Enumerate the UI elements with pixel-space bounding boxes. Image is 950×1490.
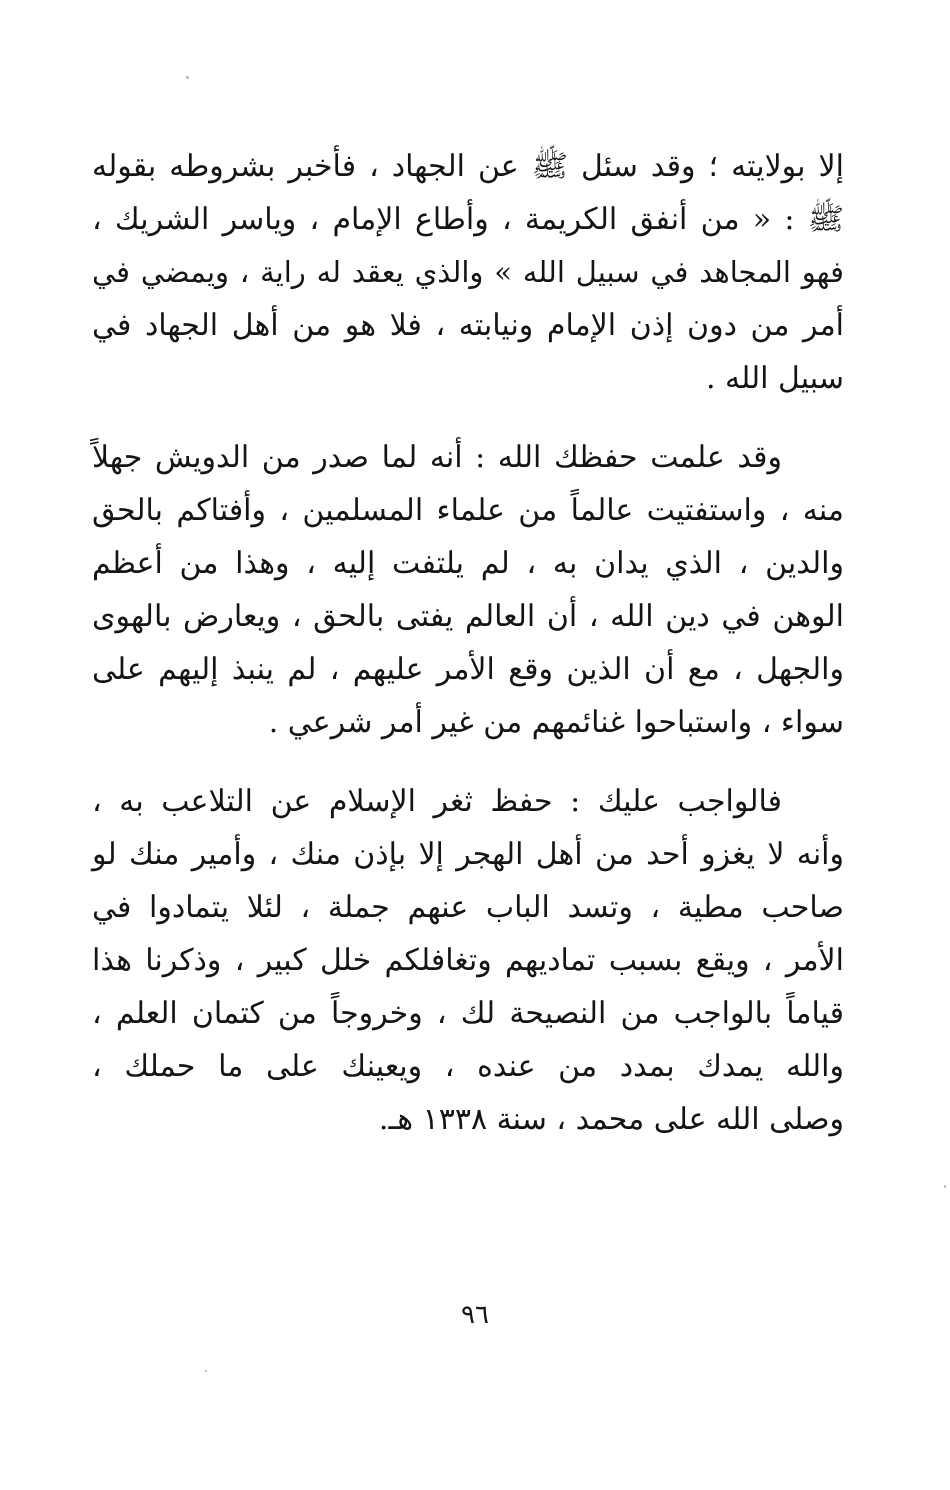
- text-line: سبيل الله .: [705, 361, 844, 396]
- text-line: إلا بولايته ؛ وقد سئل ﷺ عن الجهاد ، فأخبر بشروطه بقوله: [92, 149, 844, 184]
- text-line: ﷺ : « من أنفق الكريمة ، وأطاع الإمام ، وياسر الشريك ،: [92, 202, 844, 237]
- text-line: أمر من دون إذن الإمام ونيابته ، فلا هو من أهل الجهاد في: [92, 308, 844, 343]
- text-line: الوهن في دين الله ، أن العالم يفتى بالحق ، ويعارض بالهوى: [92, 599, 844, 634]
- text-line: وصلى الله على محمد ، سنة ١٣٣٨ هـ.: [378, 1102, 844, 1137]
- text-line: والله يمدك بمدد من عنده ، ويعينك على ما حملك ،: [92, 1049, 844, 1084]
- text-line: وقد علمت حفظك الله : أنه لما صدر من الدويش جهلاً: [92, 440, 782, 475]
- text-line: فالواجب عليك : حفظ ثغر الإسلام عن التلاعب به ،: [92, 784, 782, 819]
- page-number: ٩٦: [461, 1300, 489, 1330]
- text-line: والجهل ، مع أن الذين وقع الأمر عليهم ، لم ينبذ إليهم على: [92, 652, 844, 687]
- text-line: الأمر ، ويقع بسبب تماديهم وتغافلكم خلل كبير ، وذكرنا هذا: [92, 943, 844, 978]
- paragraph-3: [92, 775, 844, 1146]
- text-line: قياماً بالواجب من النصيحة لك ، وخروجاً من كتمان العلم ،: [92, 996, 844, 1031]
- text-line: صاحب مطية ، وتسد الباب عنهم جملة ، لئلا يتمادوا في: [92, 890, 844, 925]
- text-line: وأنه لا يغزو أحد من أهل الهجر إلا بإذن منك ، وأمير منك لو: [92, 837, 845, 872]
- paragraph-1: [92, 140, 844, 405]
- text-line: منه ، واستفتيت عالماً من علماء المسلمين ، وأفتاكم بالحق: [92, 493, 844, 528]
- scan-speck: [944, 1185, 946, 1188]
- text-line: فهو المجاهد في سبيل الله » والذي يعقد له راية ، ويمضي في: [92, 255, 844, 289]
- paragraph-2: [92, 431, 844, 749]
- scan-speck: [205, 1370, 207, 1372]
- body-text: [92, 140, 844, 1146]
- scan-speck: [186, 76, 189, 79]
- text-line: سواء ، واستباحوا غنائمهم من غير أمر شرعي .: [268, 705, 844, 740]
- text-line: والدين ، الذي يدان به ، لم يلتفت إليه ، وهذا من أعظم: [92, 546, 844, 581]
